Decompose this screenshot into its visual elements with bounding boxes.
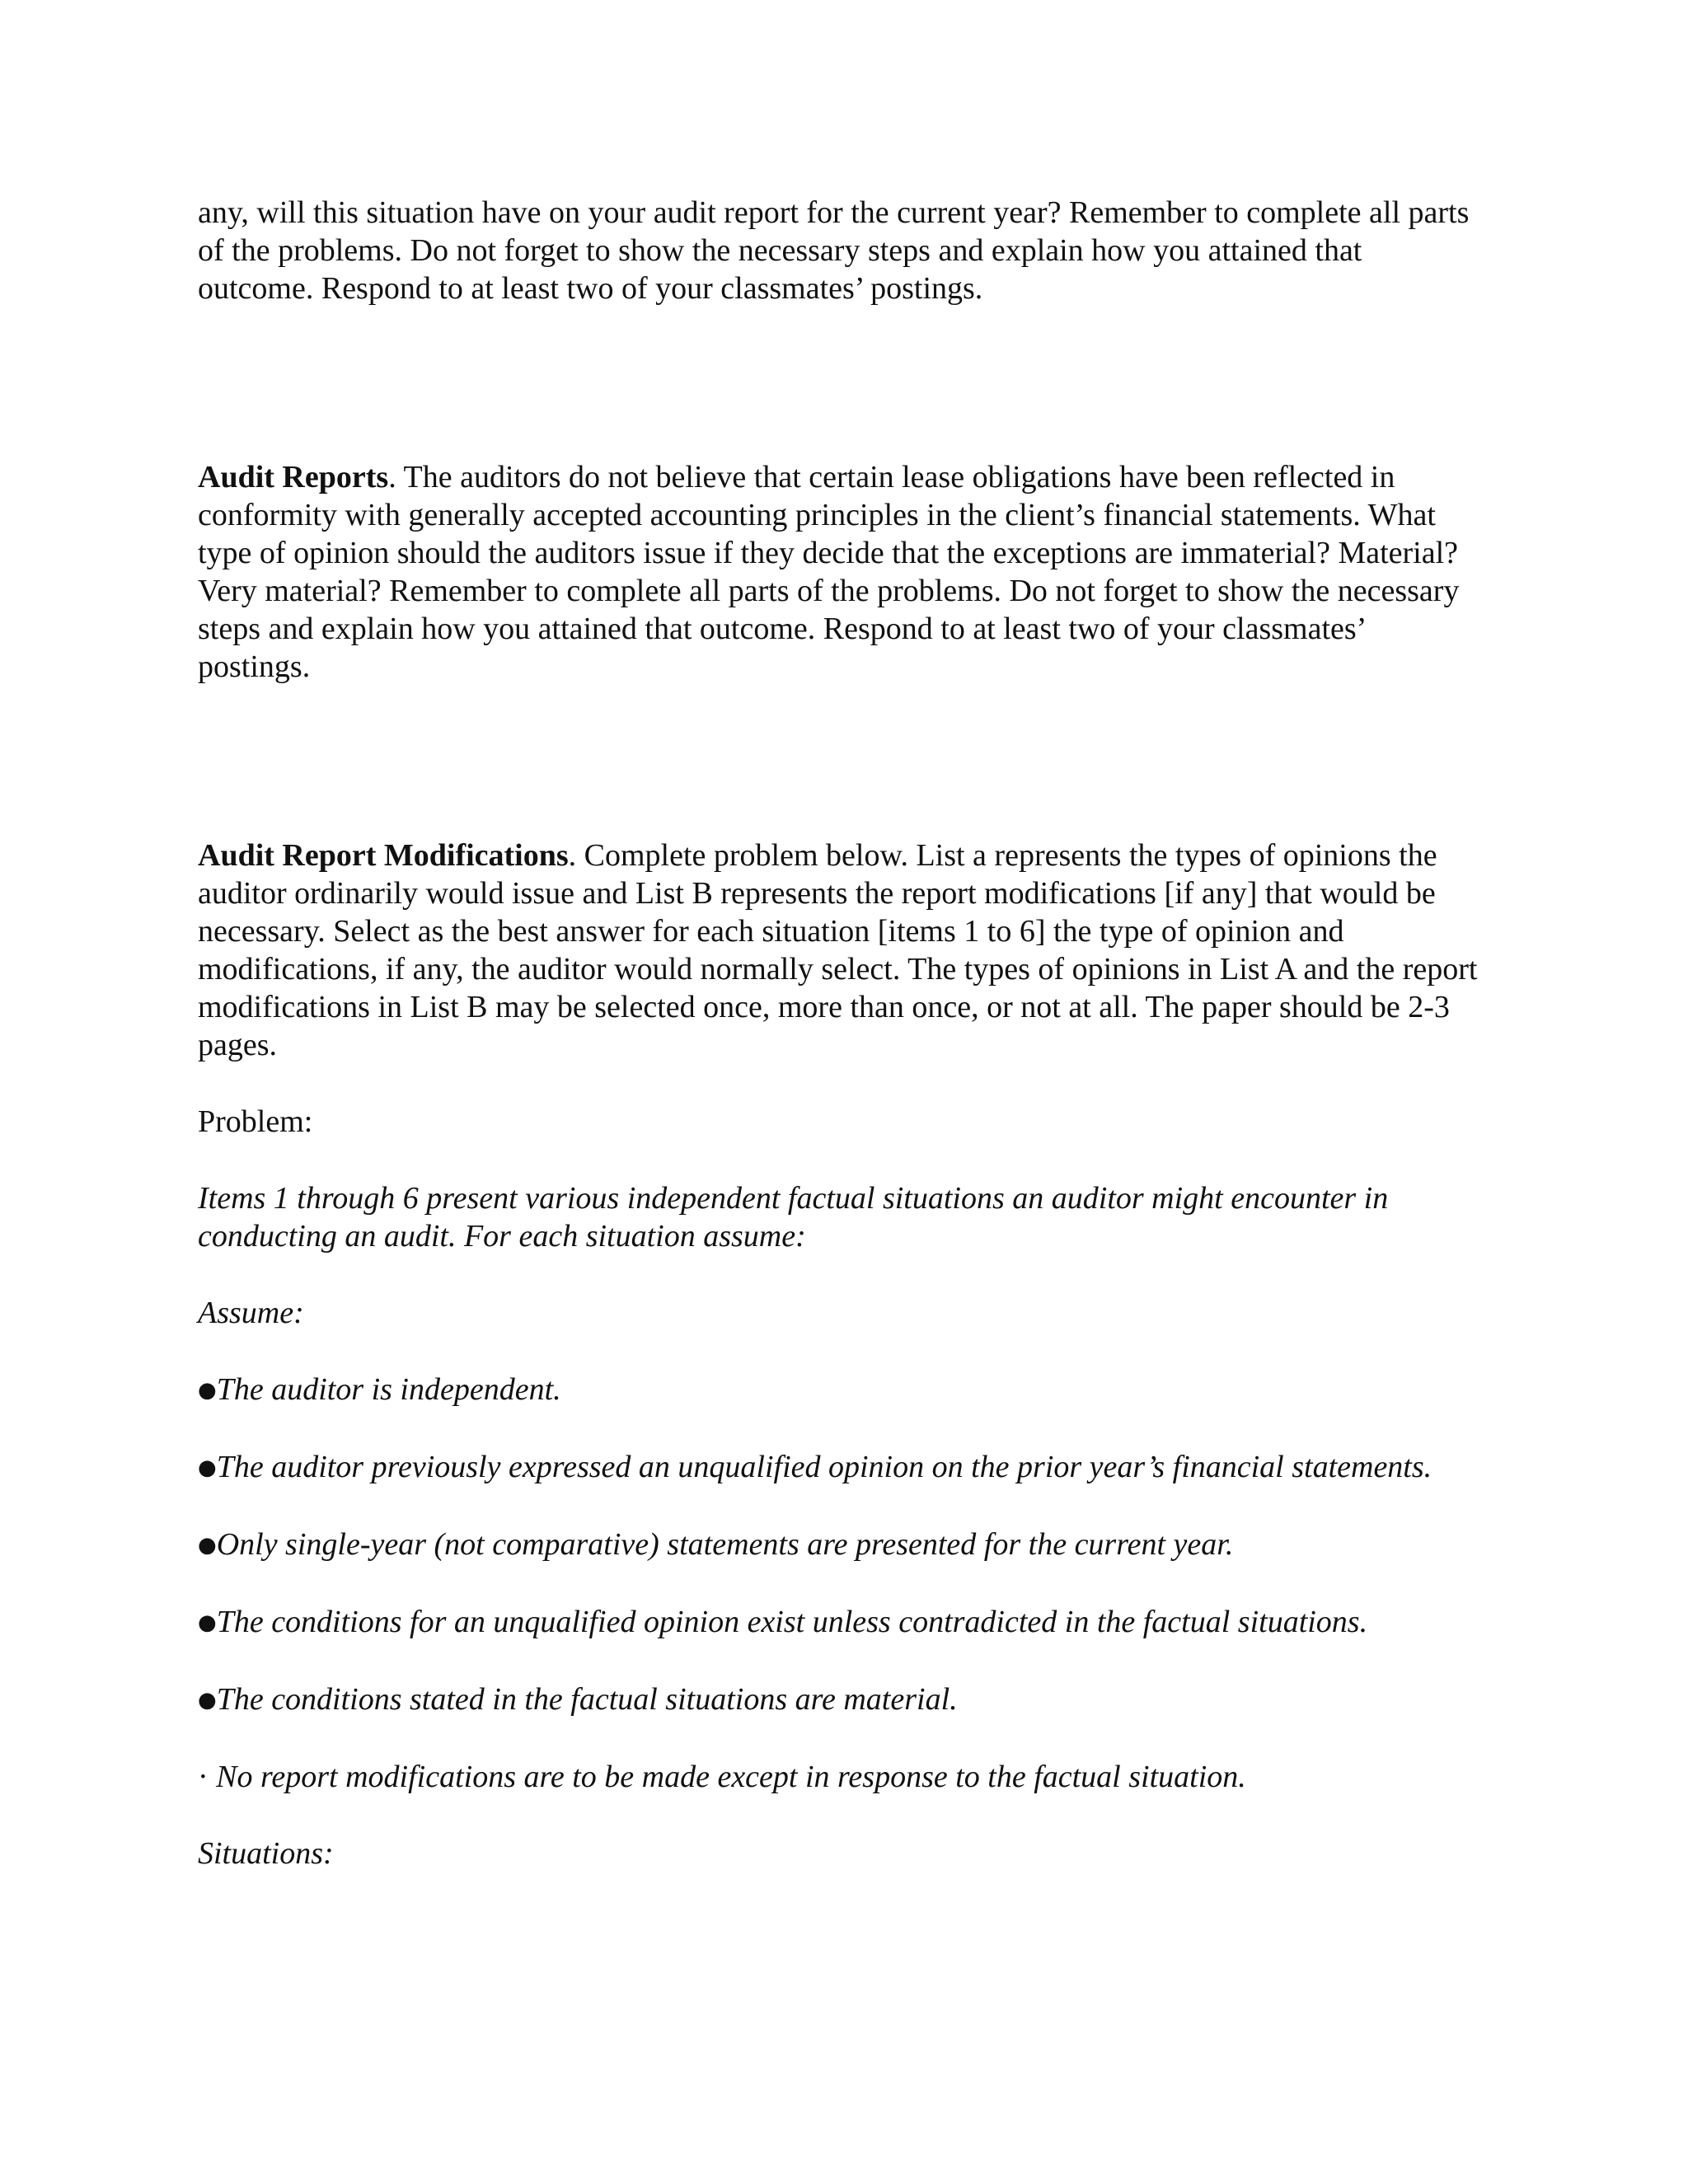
problem-label: Problem: — [198, 1104, 313, 1139]
assumption-item — [198, 1603, 1484, 1642]
paragraph-audit-reports — [198, 458, 1484, 686]
assumption-text: No report modifications are to be made except in response to the factual situation. — [216, 1760, 1246, 1794]
assumption-text: Only single-year (not comparative) statements are presented for the current year. — [216, 1527, 1234, 1562]
assumption-text: The auditor is independent. — [216, 1372, 561, 1407]
situations-label: Situations: — [198, 1836, 334, 1871]
audit-report-modifications-body: . Complete problem below. List a represents the types of opinions the auditor ordinarily would issue and List B represents the report modifications [if any] that would be necessary. Select as the best answer for each situation [items 1 to 6] the type of opinion and modifications, if any, the auditor would normally select. The types of opinions in List A and the report modifications in List B may be selected once, more than once, or not at all. The paper should be 2-3 pages. — [198, 838, 1478, 1062]
bullet-icon: ● — [198, 1610, 217, 1635]
bullet-icon: ● — [198, 1533, 217, 1558]
document-page — [198, 194, 1484, 1872]
assumption-item-last — [198, 1758, 1484, 1796]
paragraph-continued: any, will this situation have on your audit report for the current year? Remember to complete all parts of the problems. Do not forget to show the necessary steps and explain how you attained that outcome. Respond to at least two of your classmates’ postings. — [198, 195, 1470, 306]
assumption-item — [198, 1680, 1484, 1719]
assumption-item — [198, 1371, 1484, 1409]
assumption-text: The conditions stated in the factual situations are material. — [216, 1682, 958, 1717]
problem-intro: Items 1 through 6 present various independent factual situations an auditor might encounter in conducting an audit. For each situation assume: — [198, 1181, 1389, 1254]
audit-reports-body: . The auditors do not believe that certain lease obligations have been reflected in conformity with generally accepted accounting principles in the client’s financial statements. What type of opinion should the auditors issue if they decide that the exceptions are immaterial? Material? Very material? Remember to complete all parts of the problems. Do not forget to show the necessary steps and explain how you attained that outcome. Respond to at least two of your classmates’ postings. — [198, 460, 1460, 684]
bullet-icon: ● — [198, 1455, 217, 1480]
heading-audit-report-modifications: Audit Report Modifications — [198, 838, 569, 873]
middle-dot-icon: · — [198, 1760, 209, 1794]
assumption-item — [198, 1448, 1484, 1487]
assume-label: Assume: — [198, 1296, 304, 1330]
assumption-text: The conditions for an unqualified opinion exist unless contradicted in the factual situations. — [216, 1605, 1368, 1639]
paragraph-audit-report-modifications — [198, 837, 1484, 1064]
bullet-icon: ● — [198, 1378, 217, 1403]
bullet-icon: ● — [198, 1688, 217, 1713]
assumption-item — [198, 1526, 1484, 1564]
heading-audit-reports: Audit Reports — [198, 460, 389, 494]
assumption-text: The auditor previously expressed an unqualified opinion on the prior year’s financial statements. — [216, 1450, 1432, 1484]
